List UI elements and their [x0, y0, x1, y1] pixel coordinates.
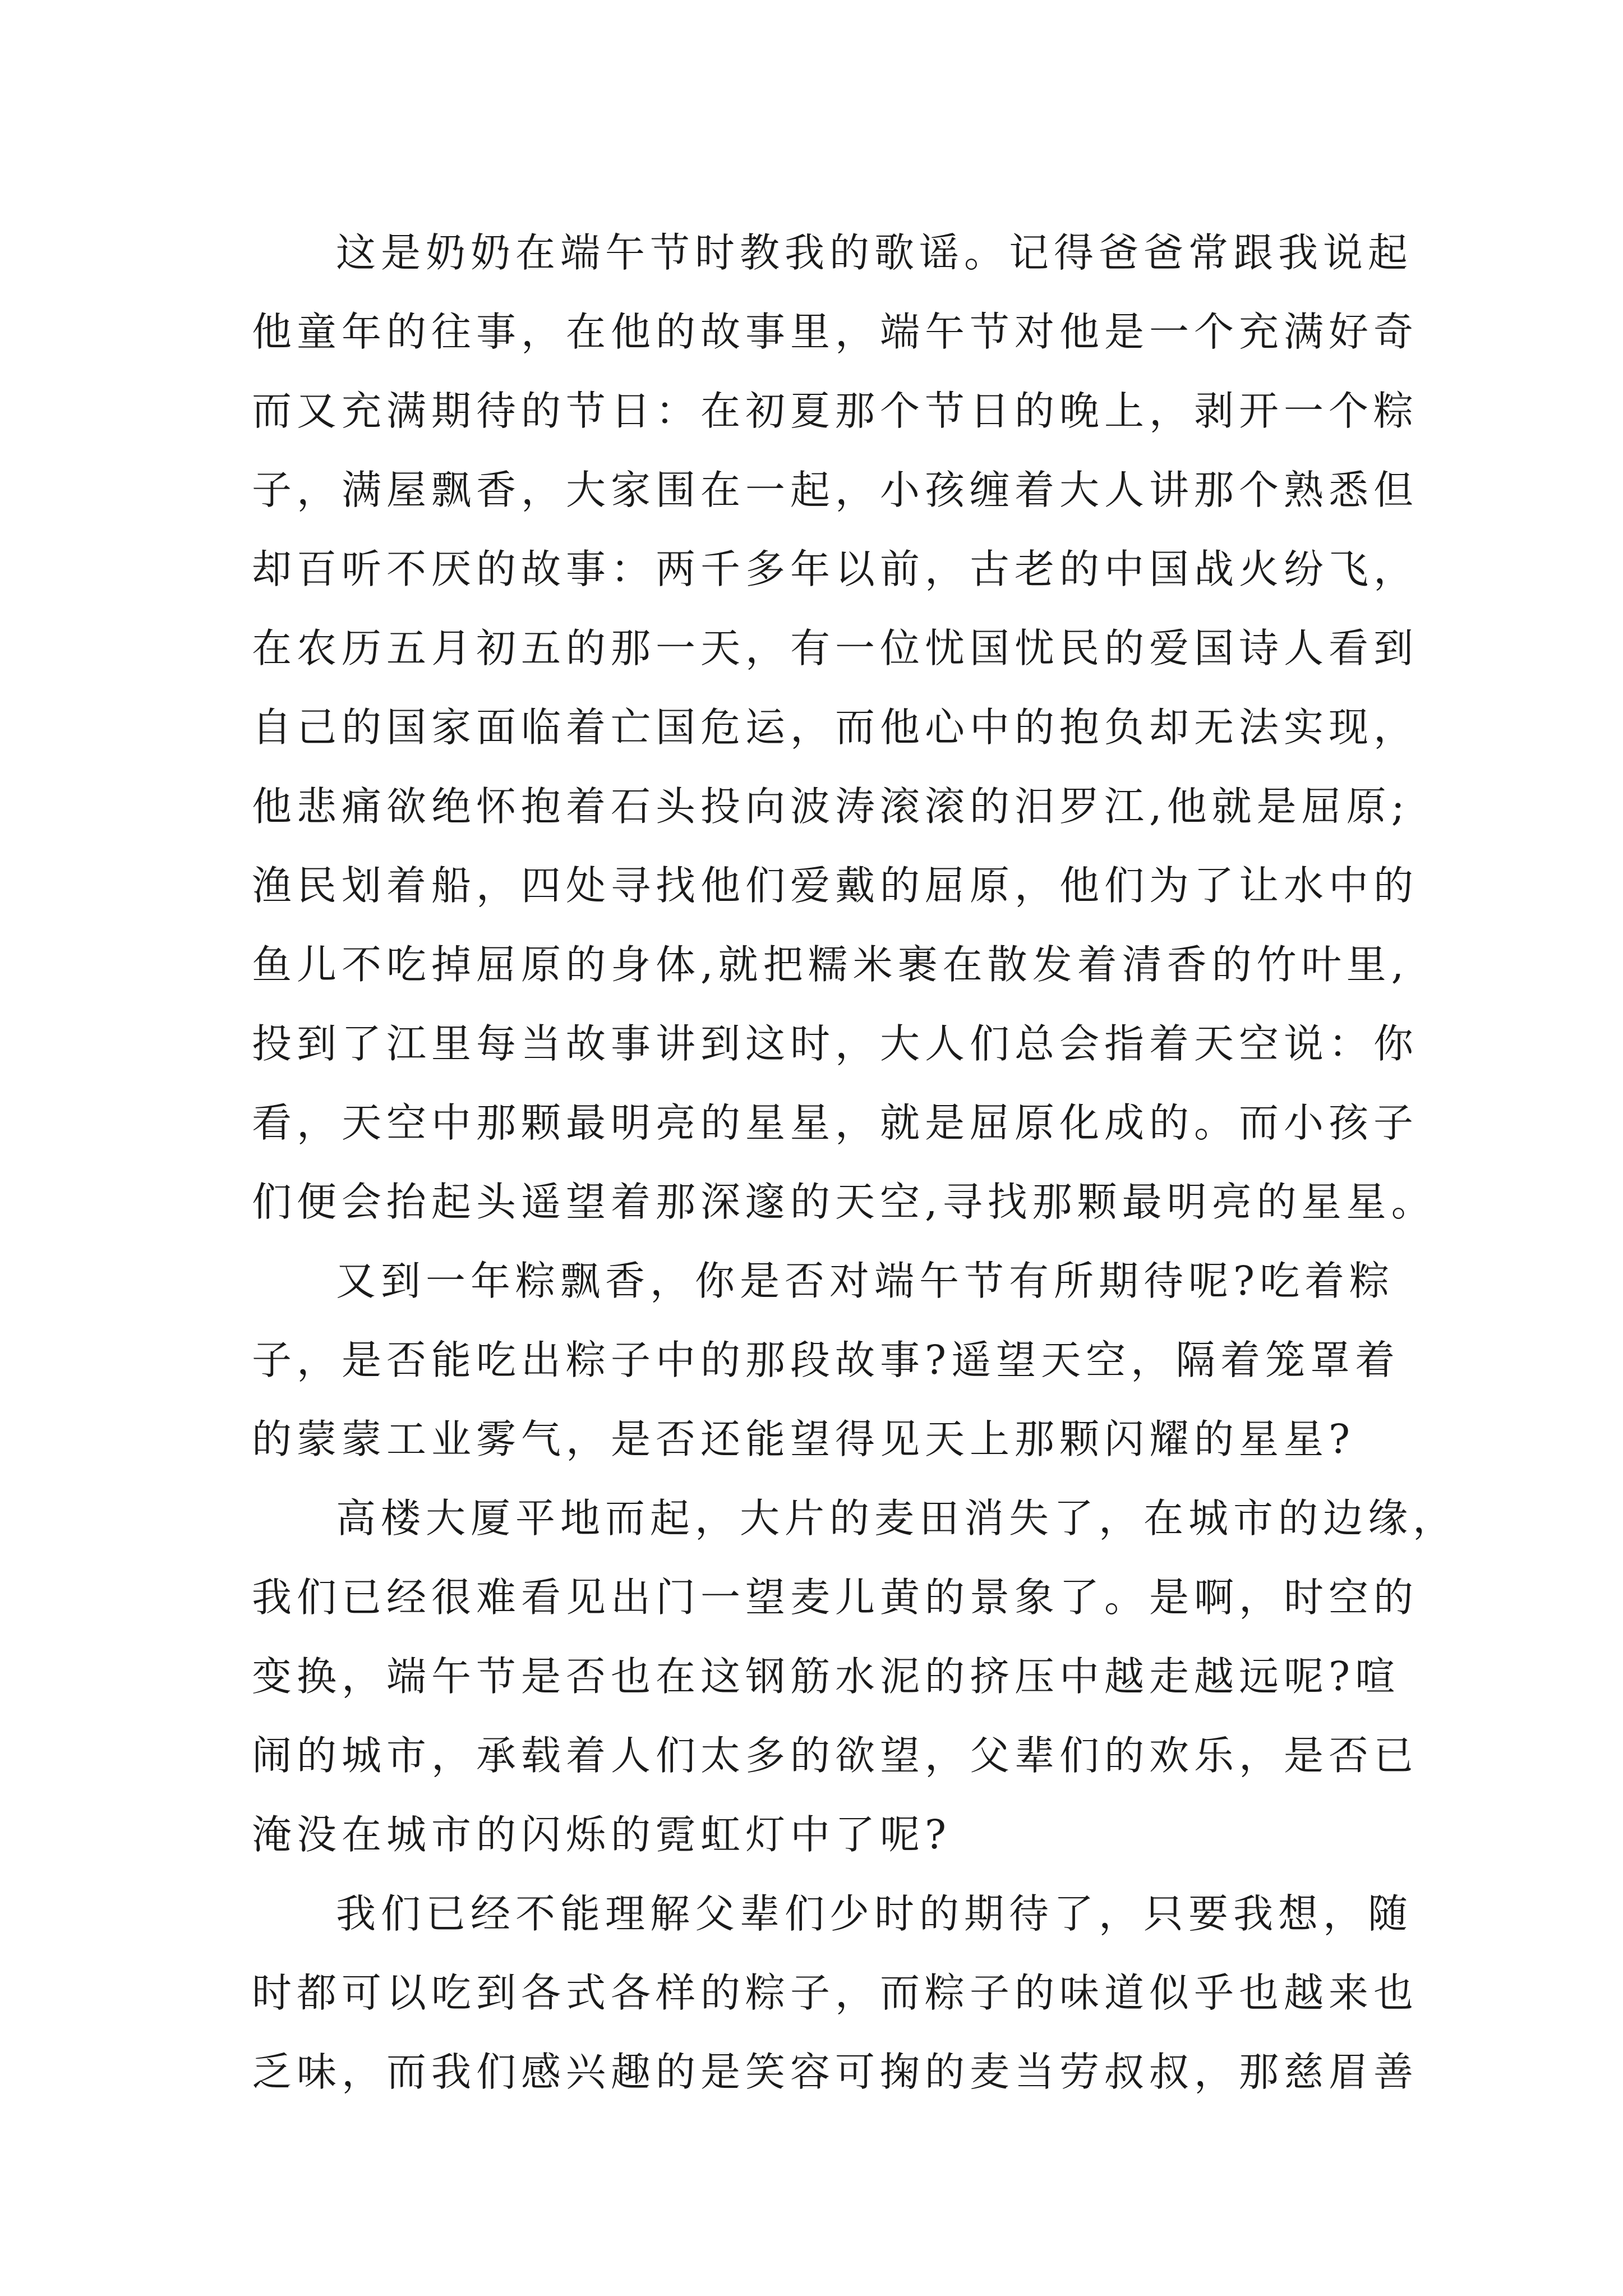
paragraph-1-line-11: 投到了江里每当故事讲到这时，大人们总会指着天空说：你 — [252, 1020, 1419, 1067]
paragraph-1-line-12: 看，天空中那颗最明亮的星星，就是屈原化成的。而小孩子 — [252, 1099, 1419, 1146]
paragraph-1-line-10: 鱼儿不吃掉屈原的身体,就把糯米裹在散发着清香的竹叶里, — [252, 941, 1409, 988]
paragraph-1-line-4: 子，满屋飘香，大家围在一起，小孩缠着大人讲那个熟悉但 — [252, 467, 1419, 513]
paragraph-1-line-1: 这是奶奶在端午节时教我的歌谣。记得爸爸常跟我说起 — [336, 229, 1413, 276]
paragraph-1-line-3: 而又充满期待的节日：在初夏那个节日的晚上，剥开一个粽 — [252, 388, 1419, 434]
paragraph-2-line-2: 子，是否能吃出粽子中的那段故事?遥望天空，隔着笼罩着 — [252, 1337, 1400, 1383]
paragraph-1-line-6: 在农历五月初五的那一天，有一位忧国忧民的爱国诗人看到 — [252, 625, 1419, 671]
paragraph-4-line-1: 我们已经不能理解父辈们少时的期待了，只要我想，随 — [336, 1890, 1413, 1937]
paragraph-1-line-9: 渔民划着船，四处寻找他们爱戴的屈原，他们为了让水中的 — [252, 862, 1419, 909]
paragraph-3-line-1: 高楼大厦平地而起，大片的麦田消失了，在城市的边缘， — [336, 1495, 1458, 1542]
paragraph-2-line-1: 又到一年粽飘香，你是否对端午节有所期待呢?吃着粽 — [336, 1258, 1395, 1304]
article-body — [252, 213, 1458, 2111]
paragraph-4-line-3: 乏味，而我们感兴趣的是笑容可掬的麦当劳叔叔，那慈眉善 — [252, 2049, 1419, 2095]
paragraph-3-line-4: 闹的城市，承载着人们太多的欲望，父辈们的欢乐，是否已 — [252, 1732, 1419, 1779]
paragraph-1-line-13: 们便会抬起头遥望着那深邃的天空,寻找那颗最明亮的星星。 — [252, 1179, 1436, 1225]
paragraph-1-line-5: 却百听不厌的故事：两千多年以前，古老的中国战火纷飞， — [252, 546, 1419, 592]
paragraph-1-line-8: 他悲痛欲绝怀抱着石头投向波涛滚滚的汨罗江,他就是屈原; — [252, 783, 1410, 830]
paragraph-3-line-3: 变换，端午节是否也在这钢筋水泥的挤压中越走越远呢?喧 — [252, 1653, 1400, 1700]
paragraph-3-line-2: 我们已经很难看见出门一望麦儿黄的景象了。是啊，时空的 — [252, 1574, 1419, 1621]
paragraph-1-line-2: 他童年的往事，在他的故事里，端午节对他是一个充满好奇 — [252, 309, 1419, 355]
paragraph-2-line-3: 的蒙蒙工业雾气，是否还能望得见天上那颗闪耀的星星? — [252, 1416, 1355, 1462]
paragraph-3-line-5: 淹没在城市的闪烁的霓虹灯中了呢? — [252, 1811, 952, 1858]
paragraph-4-line-2: 时都可以吃到各式各样的粽子，而粽子的味道似乎也越来也 — [252, 1970, 1419, 2016]
paragraph-1-line-7: 自己的国家面临着亡国危运，而他心中的抱负却无法实现， — [252, 704, 1419, 751]
